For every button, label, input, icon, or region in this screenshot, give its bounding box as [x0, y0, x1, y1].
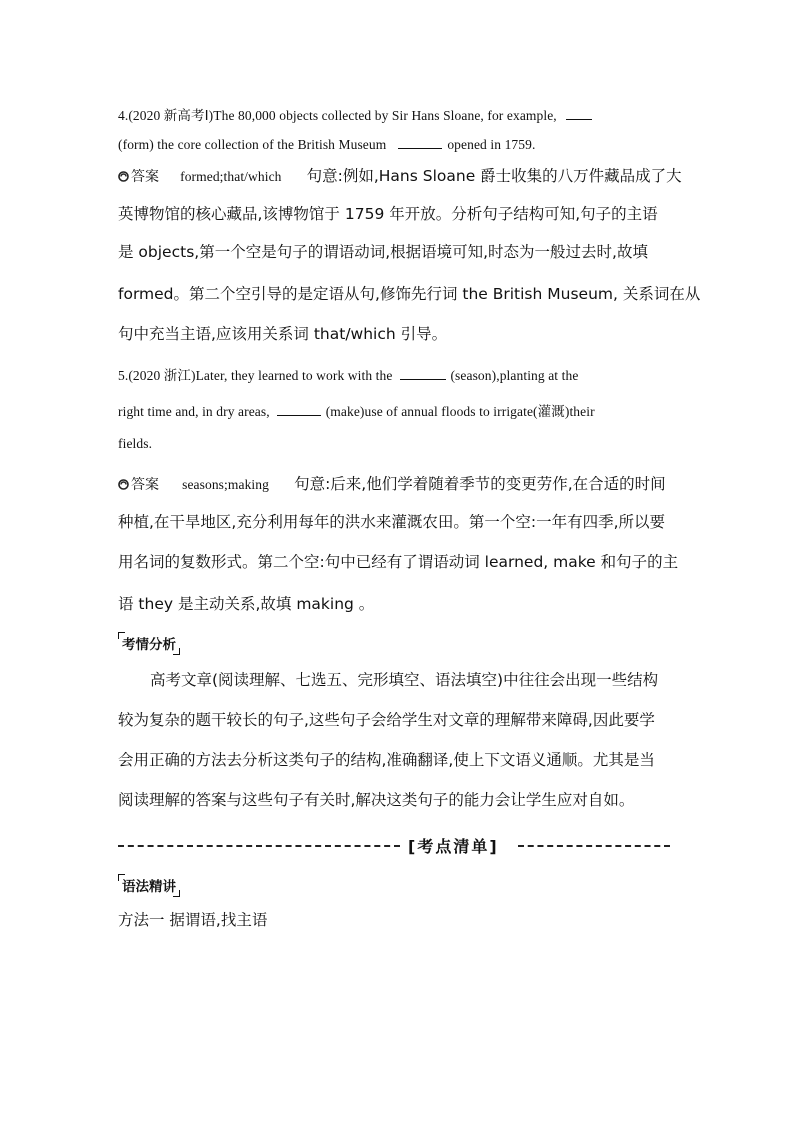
q4-stem-text-3: opened in 1759.: [447, 137, 536, 152]
q4-line-2: [118, 136, 535, 153]
grammar-method-heading: 方法一 据谓语,找主语: [118, 911, 268, 929]
q5-stem-text-3: right time and, in dry areas,: [118, 404, 270, 419]
divider-title: [考点清单]: [408, 837, 499, 856]
q5-line-2: [118, 400, 595, 420]
divider-dashes-right: [518, 845, 670, 847]
answer-bullet-icon: [118, 171, 129, 182]
q4-stem-text-2: (form) the core collection of the British Museum: [118, 137, 387, 152]
analysis-section-tag: [118, 632, 180, 655]
q4-answer-explanation: 句意:例如,Hans Sloane 爵士收集的八万件藏品成了大: [306, 167, 682, 185]
q5-blank-2: [277, 403, 321, 416]
q4-blank-2: [398, 136, 442, 149]
analysis-paragraph-line-3: 会用正确的方法去分析这类句子的结构,准确翻译,使上下文语义通顺。尤其是当: [118, 751, 655, 769]
grammar-section-title: 语法精讲: [122, 879, 176, 895]
q5-answer-line-2: 种植,在干旱地区,充分利用每年的洪水来灌溉农田。第一个空:一年有四季,所以要: [118, 513, 666, 531]
q4-answer-line-2: 英博物馆的核心藏品,该博物馆于 1759 年开放。分析句子结构可知,句子的主语: [118, 205, 658, 223]
section-divider: [118, 834, 670, 856]
q4-answer-value: formed;that/which: [180, 169, 282, 184]
q4-answer-line-4: formed。第二个空引导的是定语从句,修饰先行词 the British Museum, 关系词在从: [118, 285, 701, 303]
q5-stem-text: 5.(2020 浙江)Later, they learned to work with the: [118, 368, 393, 383]
q4-line-1: [118, 104, 592, 124]
q5-stem-text-4: (make)use of annual floods to irrigate(灌溉)their: [325, 404, 595, 419]
answer-label: 答案: [131, 169, 159, 185]
q5-answer-line-3: 用名词的复数形式。第二个空:句中已经有了谓语动词 learned, make 和句子的主: [118, 553, 679, 571]
q5-line-3: fields.: [118, 436, 153, 451]
q4-answer-line-3: 是 objects,第一个空是句子的谓语动词,根据语境可知,时态为一般过去时,故填: [118, 243, 648, 261]
q4-answer-line-5: 句中充当主语,应该用关系词 that/which 引导。: [118, 325, 448, 343]
analysis-paragraph-line-1: 高考文章(阅读理解、七选五、完形填空、语法填空)中往往会出现一些结构: [150, 671, 659, 689]
grammar-section-tag: [118, 874, 180, 897]
q4-blank-1: [566, 107, 592, 120]
q4-answer-line-1: [118, 164, 682, 186]
answer-label: 答案: [131, 477, 159, 493]
q5-answer-value: seasons;making: [182, 477, 269, 492]
q5-stem-text-2: (season),planting at the: [450, 368, 579, 383]
q5-blank-1: [400, 367, 446, 380]
q4-stem-text: 4.(2020 新高考Ⅰ)The 80,000 objects collected by Sir Hans Sloane, for example,: [118, 108, 557, 123]
q5-line-1: [118, 364, 578, 384]
q5-answer-line-4: 语 they 是主动关系,故填 making 。: [118, 595, 375, 613]
answer-bullet-icon: [118, 479, 129, 490]
analysis-paragraph-line-2: 较为复杂的题干较长的句子,这些句子会给学生对文章的理解带来障碍,因此要学: [118, 711, 655, 729]
q5-answer-explanation: 句意:后来,他们学着随着季节的变更劳作,在合适的时间: [294, 475, 666, 493]
q5-answer-line-1: [118, 472, 666, 494]
divider-dashes-left: [118, 845, 400, 847]
analysis-paragraph-line-4: 阅读理解的答案与这些句子有关时,解决这类句子的能力会让学生应对自如。: [118, 791, 635, 809]
analysis-section-title: 考情分析: [122, 637, 176, 653]
